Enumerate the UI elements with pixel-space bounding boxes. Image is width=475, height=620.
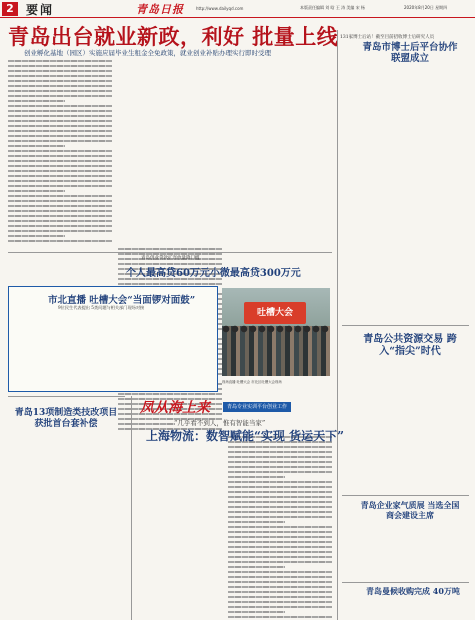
text-line [228, 581, 332, 583]
text-line [228, 486, 332, 488]
lead-headline: 青岛出台就业新政，利好 批量上线 [8, 24, 339, 49]
text-line [228, 606, 332, 608]
text-line [8, 120, 112, 122]
text-line [8, 75, 112, 77]
issue-date: 2020年8月20日 星期四 [404, 5, 448, 10]
text-line [228, 461, 332, 463]
text-line [228, 561, 332, 563]
text-line [228, 616, 332, 618]
text-line [8, 130, 112, 132]
text-line [8, 165, 112, 167]
text-line [228, 531, 332, 533]
text-line [228, 576, 332, 578]
right-story-rule-2 [342, 495, 469, 496]
right-story-rule-3 [342, 582, 469, 583]
text-line [8, 125, 112, 127]
right-story4-title: 青岛曼候收购完成 40万吨 [366, 586, 460, 596]
text-line [8, 175, 112, 177]
text-line [8, 140, 112, 142]
text-line [8, 190, 65, 192]
text-line [228, 471, 332, 473]
text-line [228, 596, 332, 598]
text-line [228, 476, 285, 478]
box-top-rule [8, 252, 332, 253]
text-line [228, 541, 332, 543]
text-line [8, 205, 112, 207]
loan-story-kicker: 青岛创业贷款扩容放量降门槛 [141, 256, 200, 261]
text-line [8, 100, 65, 102]
text-line [228, 536, 332, 538]
tech-story-title: 青岛13项制造类技改项目 获批首台套补偿 [14, 408, 118, 429]
website-url[interactable]: http://www.dailyqd.com [196, 6, 244, 11]
right-story2-title: 青岛公共资源交易 跨入“指尖”时代 [363, 334, 457, 357]
right-story1-title: 青岛市博士后平台协作联盟成立 [362, 42, 458, 64]
lower-column-rule [131, 396, 132, 620]
text-line [8, 115, 112, 117]
text-line [8, 230, 112, 232]
text-line [228, 556, 332, 558]
text-line [8, 90, 112, 92]
text-line [8, 85, 112, 87]
text-line [228, 496, 332, 498]
text-line [228, 491, 332, 493]
right-story1-kicker: 131家博士后站！截至目前招收博士后研究人员 [340, 35, 435, 40]
text-line [8, 95, 112, 97]
text-line [228, 591, 332, 593]
section-title: 要闻 [26, 3, 55, 17]
text-line [228, 611, 285, 613]
text-line [118, 283, 222, 285]
column-rule [337, 30, 338, 620]
feature-kicker: “几乎看不到人，惟有智能当家” [174, 419, 266, 427]
feature-title: 上海物流：数智赋能“实现 货运天下” [146, 429, 344, 443]
editor-credits: 本版责任编辑 刘 晗 王 涛 美编 宋 杨 [300, 5, 365, 10]
forum-story-title: 市北直播 吐槽大会“当面锣对面鼓” [48, 295, 196, 306]
text-line [8, 65, 112, 67]
text-line [8, 135, 112, 137]
text-line [8, 210, 112, 212]
text-line [228, 446, 332, 448]
lead-body-column-3 [228, 436, 332, 620]
text-line [8, 155, 112, 157]
right-story-rule [342, 325, 469, 326]
event-photo [222, 288, 330, 376]
loan-story-title: 个人最高贷60万元小微最高贷300万元 [126, 268, 301, 279]
page-number-badge: 2 [2, 2, 18, 16]
forum-story-subtitle: 9位民生代表提出 5类问题与相关部门现场对接 [58, 305, 145, 310]
text-line [228, 511, 332, 513]
text-line [8, 240, 112, 242]
text-line [8, 145, 65, 147]
text-line [228, 466, 332, 468]
text-line [8, 160, 112, 162]
text-line [228, 516, 332, 518]
text-line [8, 170, 112, 172]
lead-subheadline: 创业孵化基地（园区）实施应届毕业生租金全免政策，就业创业补贴办理实行即时受理 [24, 49, 271, 57]
lower-left-rule [8, 396, 125, 397]
text-line [228, 521, 285, 523]
text-line [228, 481, 332, 483]
text-line [228, 566, 285, 568]
text-line [8, 180, 112, 182]
text-line [8, 235, 65, 237]
text-line [228, 456, 332, 458]
newspaper-logo: 青岛日报 [136, 3, 184, 16]
text-line [228, 451, 332, 453]
right-story3-title: 青岛企业家气质展 当选全国商会建设主席 [360, 500, 460, 520]
text-line [8, 110, 112, 112]
text-line [228, 586, 332, 588]
text-line [228, 571, 332, 573]
lead-body-column-1 [8, 60, 112, 248]
feature-series-tab: 青岛专业实训平台创业工作 [223, 402, 291, 412]
text-line [228, 601, 332, 603]
text-line [8, 185, 112, 187]
text-line [8, 80, 112, 82]
text-line [228, 551, 332, 553]
text-line [8, 200, 112, 202]
text-line [228, 526, 332, 528]
text-line [8, 220, 112, 222]
text-line [118, 423, 175, 425]
text-line [8, 225, 112, 227]
text-line [228, 501, 332, 503]
text-line [8, 60, 112, 62]
text-line [8, 70, 112, 72]
photo-banner-text: 吐槽大会 [244, 302, 306, 324]
text-line [8, 195, 112, 197]
text-line [118, 393, 222, 395]
text-line [8, 105, 112, 107]
photo-caption: 现场直播 吐槽大会 市北区吐槽大会现场 [222, 380, 282, 384]
text-line [8, 215, 112, 217]
text-line [228, 506, 332, 508]
text-line [8, 150, 112, 152]
feature-series-logo: 凤从海上来 [140, 400, 210, 416]
text-line [118, 248, 222, 250]
text-line [228, 546, 332, 548]
